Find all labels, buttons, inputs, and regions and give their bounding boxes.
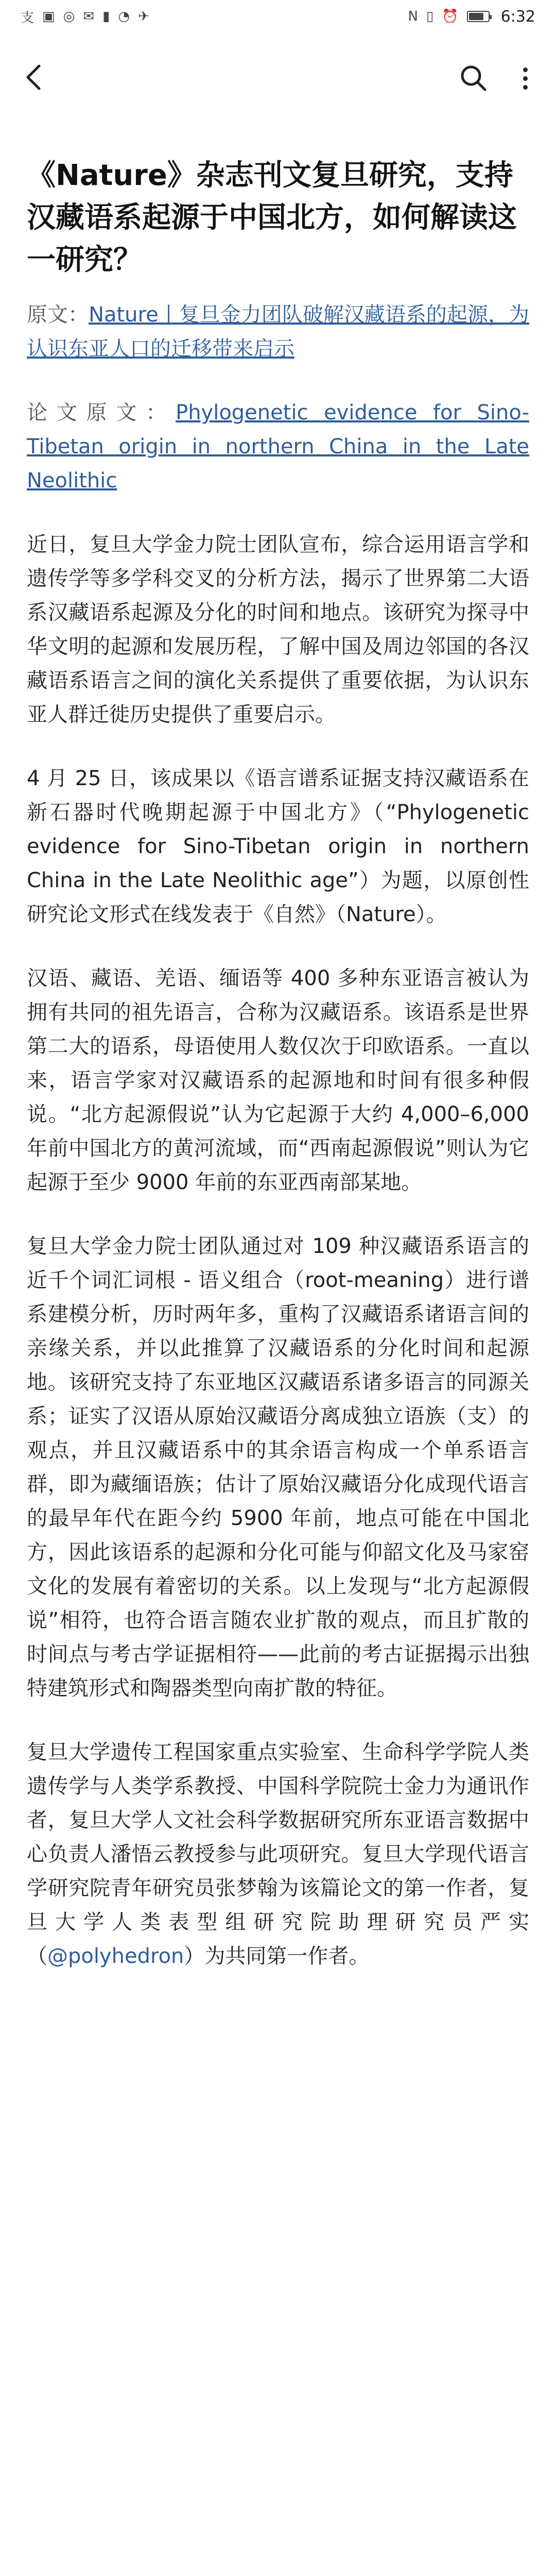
article-title: 《Nature》杂志刊文复旦研究，支持汉藏语系起源于中国北方，如何解读这一研究？	[27, 159, 517, 277]
paragraph-2: 4 月 25 日，该成果以《语言谱系证据支持汉藏语系在新石器时代晚期起源于中国北方》（“Phylogenetic evidence for Sino-Tibetan origin in northern China in the Late Neolithic age”）为题，以原创性研究论文形式在线发表于《自然》（Nature）。	[27, 767, 529, 926]
status-bar	[0, 0, 556, 33]
app-bar	[0, 46, 556, 108]
app-icon: ▣	[42, 9, 55, 24]
search-button[interactable]	[458, 63, 489, 94]
original-source	[27, 298, 529, 366]
nfc-icon: N	[408, 9, 418, 24]
signal-icon: ▮	[102, 9, 110, 24]
more-dot	[523, 76, 528, 81]
paper-source	[27, 396, 529, 498]
status-left	[21, 7, 149, 26]
search-icon	[458, 63, 489, 94]
paper-link[interactable]: Phylogenetic evidence for Sino-Tibetan origin in northern China in the Late Neolithic	[27, 401, 529, 493]
alarm-icon: ⏰	[442, 9, 459, 24]
wechat-icon: ◎	[63, 9, 75, 24]
chevron-left-icon	[19, 61, 51, 94]
original-label: 原文：	[27, 303, 89, 327]
paragraph-1: 近日，复旦大学金力院士团队宣布，综合运用语言学和遗传学等多学科交叉的分析方法，揭示了世界第二大语系汉藏语系起源及分化的时间和地点。该研究为探寻中华文明的起源和发展历程，了解中国及周边邻国的各汉藏语系语言之间的演化关系提供了重要依据，为认识东亚人群迁徙历史提供了重要启示。	[27, 533, 529, 726]
mail-icon: ✉	[83, 9, 95, 24]
airdrop-icon: ✈	[138, 9, 149, 24]
original-link[interactable]: Nature丨复旦金力团队破解汉藏语系的起源，为认识东亚人口的迁移带来启示	[27, 303, 530, 361]
wifi-icon: ◔	[118, 9, 130, 24]
back-button[interactable]	[19, 61, 51, 94]
more-dot	[523, 67, 528, 72]
more-options-button[interactable]	[515, 62, 535, 95]
user-mention[interactable]: @polyhedron	[47, 1944, 184, 1968]
vibrate-icon: ▯	[426, 9, 434, 24]
paragraph-5	[27, 1735, 529, 1973]
status-right	[408, 8, 535, 26]
paragraph-5-text-a: 复旦大学遗传工程国家重点实验室、生命科学学院人类遗传学与人类学系教授、中国科学院院士金力为通讯作者，复旦大学人文社会科学数据研究所东亚语言数据中心负责人潘悟云教授参与此项研究。复旦大学现代语言学研究院青年研究员张梦翰为该篇论文的第一作者，复旦大学人类表型组研究院助理研究员严实（	[27, 1740, 529, 1968]
paper-label: 论文原文：	[27, 401, 176, 425]
paragraph-4: 复旦大学金力院士团队通过对 109 种汉藏语系语言的近千个词汇词根 - 语义组合（root-meaning）进行谱系建模分析，历时两年多，重构了汉藏语系诸语言间的亲缘关系，并以此推算了汉藏语系的分化时间和起源地。该研究支持了东亚地区汉藏语系诸多语言的同源关系；证实了汉语从原始汉藏语分离成独立语族（支）的观点，并且汉藏语系中的其余语言构成一个单系语言群，即为藏缅语族；估计了原始汉藏语分化成现代语言的最早年代在距今约 5900 年前，地点可能在中国北方，因此该语系的起源和分化可能与仰韶文化及马家窑文化的发展有着密切的关系。以上发现与“北方起源假说”相符，也符合语言随农业扩散的观点，而且扩散的时间点与考古学证据相符——此前的考古证据揭示出独特建筑形式和陶器类型向南扩散的特征。	[27, 1234, 529, 1700]
alipay-icon: 支	[21, 10, 34, 26]
battery-fill	[469, 13, 484, 20]
battery-icon	[467, 11, 490, 22]
more-dot	[523, 85, 528, 90]
paragraph-5-text-b: ）为共同第一作者。	[184, 1944, 370, 1968]
article	[27, 155, 529, 2003]
status-time: 6:32	[500, 7, 535, 26]
paragraph-3: 汉语、藏语、羌语、缅语等 400 多种东亚语言被认为拥有共同的祖先语言，合称为汉藏语系。该语系是世界第二大的语系，母语使用人数仅次于印欧语系。一直以来，语言学家对汉藏语系的起源地和时间有很多种假说。“北方起源假说”认为它起源于大约 4,000–6,000 年前中国北方的黄河流域，而“西南起源假说”则认为它起源于至少 9000 年前的东亚西南部某地。	[27, 967, 529, 1194]
